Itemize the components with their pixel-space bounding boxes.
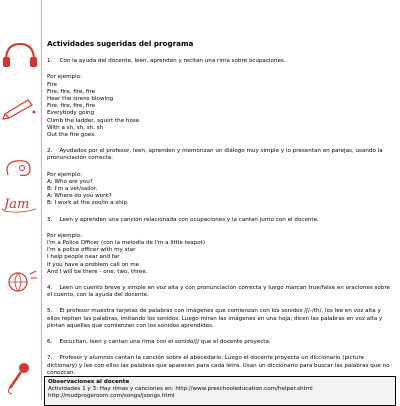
example-block [47, 233, 392, 276]
example-line: I'm a police officer with my star [47, 247, 136, 254]
item-number: 3. [47, 216, 53, 223]
example-line: Hear the sirens blowing [47, 96, 114, 103]
microphone-icon [0, 360, 40, 396]
pencil-icon [0, 96, 40, 120]
item-text: Con la ayuda del docente, leen, aprenden y recitan una rima sobre ocupaciones. [59, 58, 286, 65]
activity-item-3 [47, 217, 392, 276]
activity-item-2 [47, 148, 392, 207]
globe-icon [0, 268, 40, 298]
example-label: Por ejemplo: [47, 74, 82, 81]
item-number: 7. [47, 355, 53, 362]
activity-item-1 [47, 58, 392, 139]
example-block [47, 172, 392, 208]
example-line: Climb the ladder, squirt the hose [47, 117, 140, 124]
example-line: With a sh, sh, sh, sh [47, 124, 104, 131]
example-label: Por ejemplo: [47, 171, 82, 178]
item-text: Leen y aprenden una canción relacionada con ocupaciones y la cantan junto con el docente. [59, 216, 319, 223]
activity-item-6 [47, 339, 392, 346]
item-number: 4. [47, 285, 53, 292]
example-line: A: Where do you work? [47, 193, 112, 200]
item-text: Escuchan, leen y cantan una rima con el sonido/ʃ/ que el docente proyecta. [59, 339, 271, 346]
example-line: B: I'm a vet/sailor. [47, 186, 98, 193]
item-text: Ayudados por el profesor, leen, aprenden y memorizan un diálogo muy simple y lo presentan en parejas, usando la pronunciación correcta. [47, 148, 383, 162]
svg-text:Jam: Jam [4, 197, 30, 212]
example-line: I'm a Police Officer (con la melodía de I'm a little teapot) [47, 240, 206, 247]
item-number: 1. [47, 58, 53, 65]
example-line: Fire, fire, fire, fire [47, 103, 96, 110]
item-text: El profesor muestra tarjetas de palabras con imágenes que comienzan con los sonidos /ʃ/-/th/, los lee en voz alta y ellos repiten las palabras, imitando los sonidos. Luego miran las imágenes en una hoja, dicen las palabras en voz alta y pintan aquellas que comienzan con los sonidos aprendidos. [47, 308, 383, 329]
example-line: Everybody going [47, 110, 95, 117]
example-label: Por ejemplo: [47, 232, 82, 239]
activity-item-7 [47, 355, 392, 377]
example-line: B: I work at the zoo/in a ship. [47, 200, 129, 207]
page-title: Actividades sugeridas del programa [47, 39, 194, 48]
document-body [47, 40, 392, 386]
item-number: 6. [47, 339, 53, 346]
teacher-notes-text: Actividades 1 y 3: Hay rimas y canciones en: http://www.preschooleducation.com/helper.shtml http://mudprogeroom.com/songs/jsongs.html [48, 386, 313, 399]
example-line: And I will be there - one, two, three. [47, 268, 148, 275]
example-line: A: Who are you? [47, 178, 93, 185]
item-text: Profesor y alumnos cantan la canción sobre el abecedario. Luego el docente proyecta un diccionario (picture dictionary) y lee con ellos las palabras que aparecen para cada letra. Usan un diccionario para buscar las palabras que no conozcan. [47, 355, 390, 376]
example-line: I help people near and far [47, 254, 120, 261]
example-line: Out the fire goes. [47, 132, 96, 139]
item-text: Leen un cuento breve y simple en voz alta y con pronunciación correcta y luego marcan true/false en oraciones sobre el cuento, con la ayuda del docente. [47, 285, 390, 299]
teacher-notes-box [44, 376, 396, 406]
left-margin-doodles [0, 0, 40, 400]
activity-item-4 [47, 285, 392, 299]
example-line: Fire [47, 81, 57, 88]
jam-label [0, 192, 40, 214]
teacher-notes-title: Observaciones al docente [48, 379, 130, 385]
item-number: 5. [47, 308, 53, 315]
example-line: Fire, fire, fire, fire [47, 88, 96, 95]
margin-divider [41, 0, 42, 400]
swirl-icon [0, 155, 40, 181]
activity-item-5 [47, 308, 392, 330]
headphones-icon [0, 40, 40, 70]
example-block [47, 74, 392, 139]
example-line: If you have a problem call on me [47, 261, 140, 268]
item-number: 2. [47, 148, 53, 155]
